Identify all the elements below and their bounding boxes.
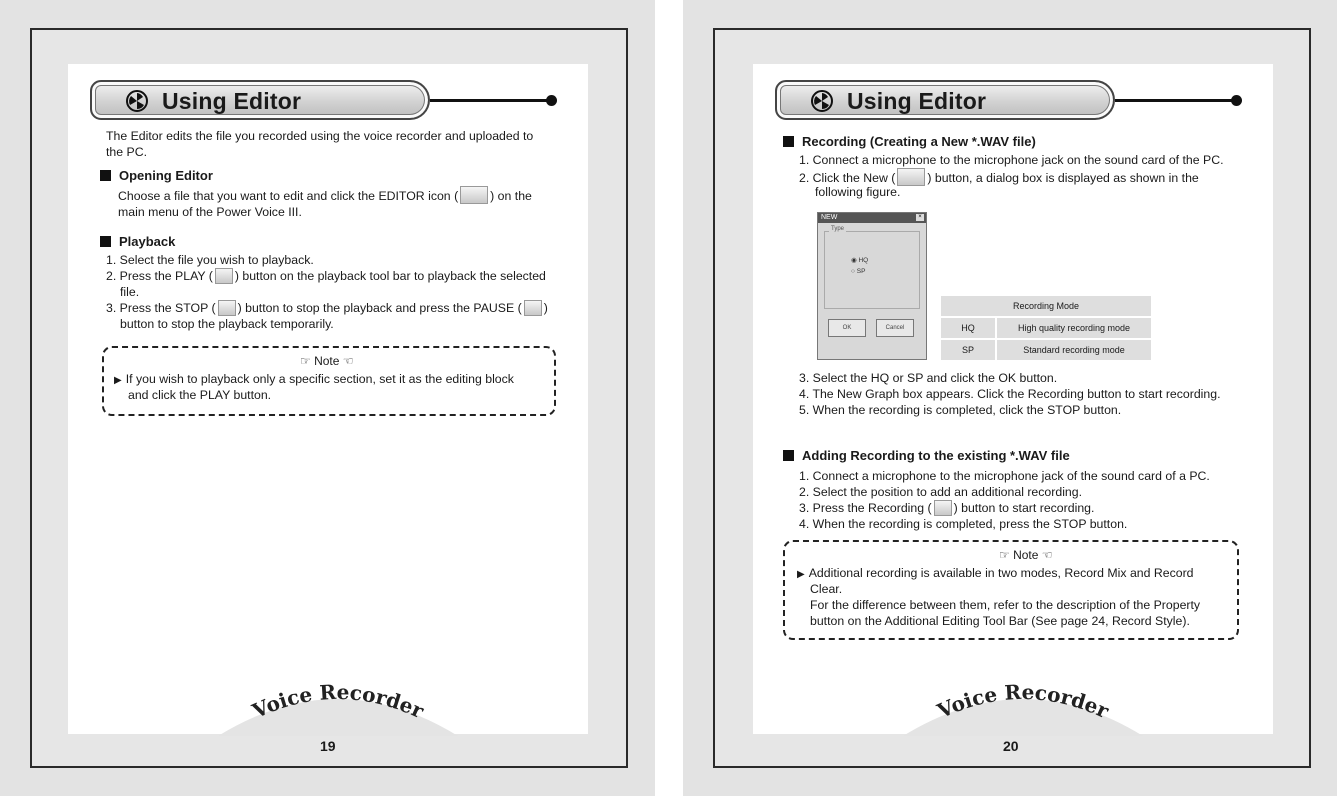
title-banner (775, 80, 1115, 120)
editor-logo-icon (811, 90, 833, 112)
recording-step-4: 4. The New Graph box appears. Click the Recording button to start recording. (799, 387, 1221, 401)
recording-step-3: 3. Select the HQ or SP and click the OK button. (799, 371, 1058, 385)
note-text-cont: and click the PLAY button. (128, 388, 272, 402)
recording-step-2-cont: following figure. (815, 185, 901, 199)
mode-desc: High quality recording mode (996, 317, 1152, 339)
note-title: ☞ Note ☜ (999, 548, 1053, 562)
play-icon (215, 268, 233, 284)
recording-step-2: 2. Click the New ( ) button, a dialog box is displayed as shown in the (799, 168, 1199, 186)
bullet-triangle-icon: ▶ (797, 569, 805, 580)
record-icon (934, 500, 952, 516)
playback-step-3-cont: button to stop the playback temporarily. (120, 317, 334, 331)
adding-step-3: 3. Press the Recording ( ) button to start recording. (799, 501, 1095, 515)
playback-step-2-cont: file. (120, 285, 140, 299)
note-box (783, 540, 1239, 640)
stop-icon (218, 300, 236, 316)
table-row (940, 317, 1152, 339)
page-title: Using Editor (162, 88, 302, 114)
playback-step-2: 2. Press the PLAY ( ) button on the playback tool bar to playback the selected (106, 269, 546, 283)
recording-step-5: 5. When the recording is completed, click the STOP button. (799, 403, 1122, 417)
editor-logo-icon (126, 90, 148, 112)
mode-code: HQ (940, 317, 996, 339)
adding-step-1: 1. Connect a microphone to the microphone jack of the sound card of a PC. (799, 469, 1210, 483)
radio-hq: ◉ HQ (851, 257, 869, 264)
page-number: 19 (320, 738, 336, 754)
adding-step-4: 4. When the recording is completed, press the STOP button. (799, 517, 1128, 531)
voice-recorder-emblem (218, 674, 458, 736)
table-header: Recording Mode (940, 295, 1152, 317)
mode-code: SP (940, 339, 996, 361)
editor-icon (460, 186, 488, 204)
page-number: 20 (1003, 738, 1019, 754)
note-text: ▶ If you wish to playback only a specific section, set it as the editing block (114, 372, 514, 386)
title-rule-dot (546, 95, 557, 106)
close-icon: × (916, 214, 924, 221)
title-rule (430, 99, 550, 102)
opening-text: Choose a file that you want to edit and click the EDITOR icon ( ) on the (118, 186, 532, 204)
section-heading-opening: Opening Editor (100, 168, 213, 183)
radio-sp: ○ SP (851, 268, 866, 275)
page-title: Using Editor (847, 88, 987, 114)
recording-step-1: 1. Connect a microphone to the microphone jack on the sound card of the PC. (799, 153, 1224, 167)
svg-text:Voice Recorder: Voice Recorder (248, 679, 428, 724)
intro-text-cont: the PC. (106, 145, 148, 159)
adding-step-2: 2. Select the position to add an additional recording. (799, 485, 1083, 499)
dialog-titlebar: NEW × (818, 213, 926, 223)
page-20-content (753, 64, 1273, 754)
recording-mode-table (939, 294, 1153, 362)
note-text-cont: Clear. (810, 582, 843, 596)
pause-icon (524, 300, 542, 316)
playback-step-1: 1. Select the file you wish to playback. (106, 253, 314, 267)
dialog-ok-button: OK (828, 319, 866, 337)
title-banner (90, 80, 430, 120)
voice-recorder-emblem (903, 674, 1143, 736)
section-heading-adding: Adding Recording to the existing *.WAV file (783, 448, 1070, 463)
note-text-cont: For the difference between them, refer to the description of the Property (810, 598, 1201, 612)
bullet-triangle-icon: ▶ (114, 375, 122, 386)
section-heading-recording: Recording (Creating a New *.WAV file) (783, 134, 1036, 149)
note-box (102, 346, 556, 416)
note-title: ☞ Note ☜ (300, 354, 354, 368)
mode-desc: Standard recording mode (996, 339, 1152, 361)
intro-text: The Editor edits the file you recorded using the voice recorder and uploaded to (106, 129, 534, 143)
dialog-group-label: Type (831, 226, 845, 232)
title-rule (1115, 99, 1235, 102)
new-file-icon (897, 168, 925, 186)
table-row (940, 339, 1152, 361)
dialog-cancel-button: Cancel (876, 319, 914, 337)
new-dialog-figure (817, 212, 927, 360)
spread-gutter (655, 0, 683, 796)
page-19-content (68, 64, 588, 754)
page-20 (713, 28, 1311, 768)
dialog-type-group (824, 226, 920, 309)
section-heading-playback: Playback (100, 234, 175, 249)
opening-text-cont: main menu of the Power Voice III. (118, 205, 302, 219)
note-text-cont: button on the Additional Editing Tool Bar (See page 24, Record Style). (810, 614, 1190, 628)
note-text: ▶ Additional recording is available in two modes, Record Mix and Record (797, 566, 1194, 580)
title-rule-dot (1231, 95, 1242, 106)
playback-step-3: 3. Press the STOP ( ) button to stop the playback and press the PAUSE ( ) (106, 301, 548, 315)
svg-text:Voice Recorder: Voice Recorder (933, 679, 1113, 724)
page-19 (30, 28, 628, 768)
